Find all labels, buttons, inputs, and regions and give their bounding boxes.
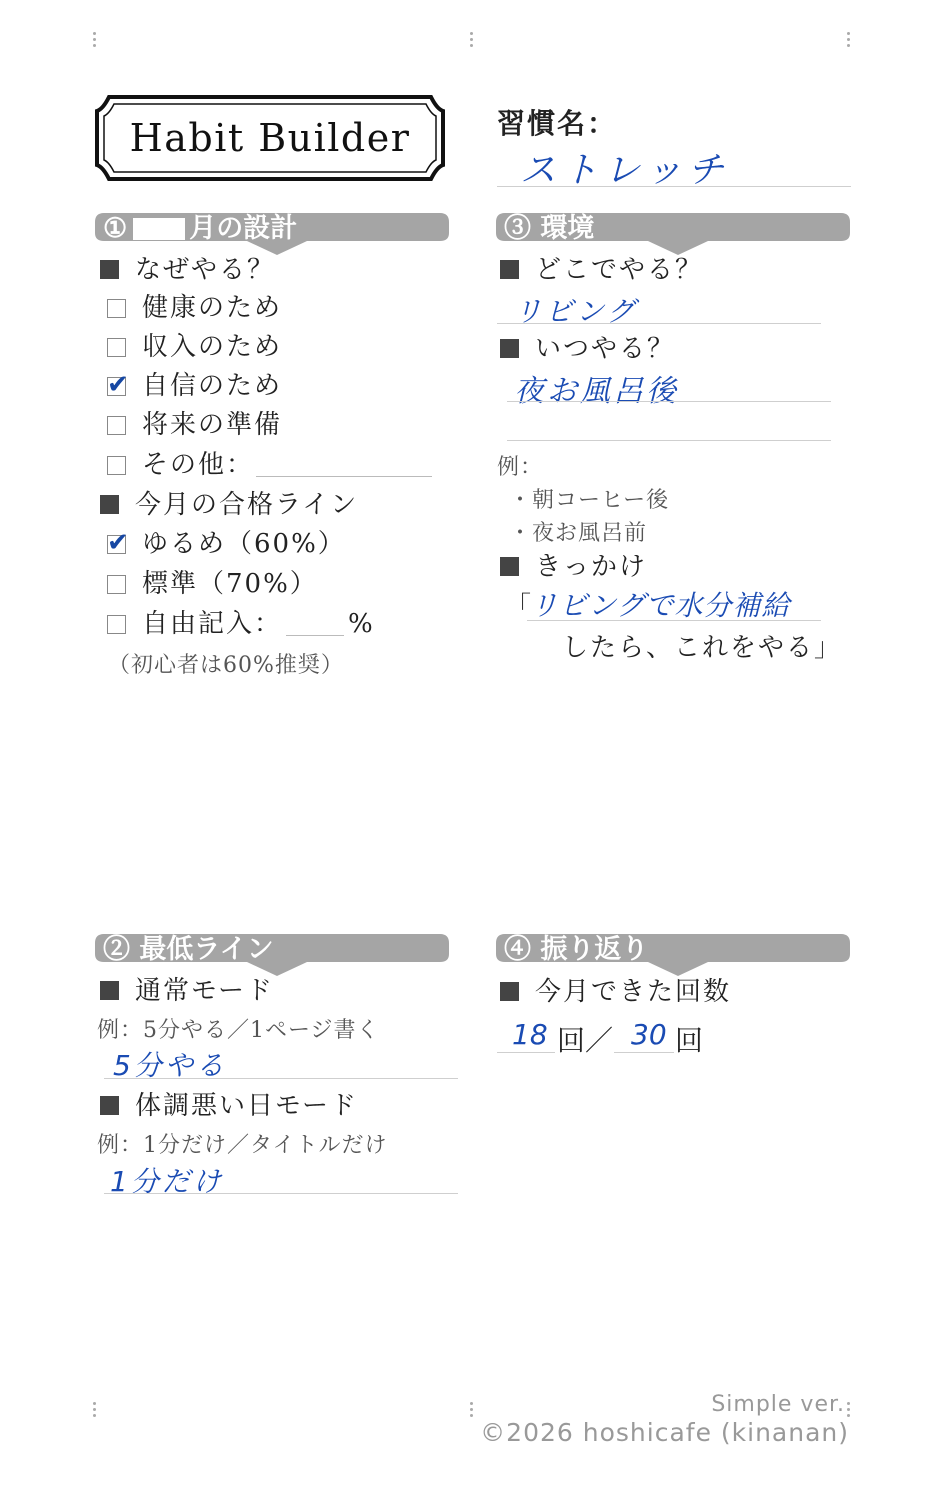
square-bullet-icon <box>500 339 519 358</box>
section1-title: 月の設計 <box>189 213 298 244</box>
square-bullet-icon <box>500 982 519 1001</box>
version-label: Simple ver. <box>711 1392 845 1417</box>
trigger-underline <box>527 620 821 621</box>
total-count[interactable]: 30 <box>631 1018 667 1051</box>
section1-number: ① <box>103 213 128 244</box>
square-bullet-icon <box>100 1096 119 1115</box>
why-option[interactable]: 健康のため <box>107 292 282 324</box>
normal-mode-underline <box>104 1078 458 1079</box>
pass-option-custom[interactable]: 自由記入： % <box>107 607 375 640</box>
square-bullet-icon <box>100 495 119 514</box>
why-option[interactable]: 将来の準備 <box>107 409 282 441</box>
other-reason-field[interactable] <box>256 448 432 477</box>
copyright-label: ©2026 hoshicafe (kinanan) <box>480 1418 849 1447</box>
checkbox-icon[interactable] <box>107 416 126 435</box>
checkbox-icon[interactable] <box>107 338 126 357</box>
bad-day-example: 例：1分だけ／タイトルだけ <box>97 1133 388 1158</box>
checkbox-icon[interactable] <box>107 299 126 318</box>
why-heading: なぜやる？ <box>100 254 275 286</box>
bad-day-underline <box>104 1193 458 1194</box>
when-heading: いつやる？ <box>500 333 675 365</box>
count-unit-and-separator: 回／ <box>557 1024 614 1057</box>
count-heading: 今月できた回数 <box>500 976 731 1008</box>
when-underline-2 <box>507 440 831 441</box>
habit-name-value[interactable]: ストレッチ <box>520 150 730 191</box>
trigger-open-bracket: 「 <box>505 592 532 622</box>
checkbox-icon[interactable] <box>107 575 126 594</box>
section4-banner <box>496 934 850 978</box>
trigger-suffix: したら、これをやる」 <box>562 633 843 663</box>
why-option[interactable]: 収入のため <box>107 331 282 363</box>
checkbox-icon[interactable] <box>107 456 126 475</box>
example-item: ・夜お風呂前 <box>509 521 648 546</box>
section3-title: ③ 環境 <box>504 213 595 244</box>
when-value[interactable]: 夜お風呂後 <box>514 374 679 409</box>
where-underline <box>497 323 821 324</box>
section4-title: ④ 振り返り <box>504 934 649 965</box>
total-count-underline <box>614 1052 674 1053</box>
hole-marker <box>93 32 97 50</box>
checkbox-checked-icon[interactable] <box>107 535 126 554</box>
done-count-underline <box>497 1052 555 1053</box>
bad-day-value[interactable]: 1分だけ <box>110 1165 224 1198</box>
pass-heading: 今月の合格ライン <box>100 489 358 521</box>
normal-mode-example: 例：5分やる／1ページ書く <box>97 1018 380 1043</box>
pass-option[interactable]: 標準（70%） <box>107 568 318 600</box>
hole-marker <box>847 32 851 50</box>
section1-banner <box>95 213 449 257</box>
checkbox-icon[interactable] <box>107 615 126 634</box>
section3-banner <box>496 213 850 257</box>
section2-banner <box>95 934 449 978</box>
habit-name-label: 習慣名： <box>497 107 618 140</box>
pass-option[interactable]: ✔ゆるめ（60%） <box>107 528 346 560</box>
where-value[interactable]: リビング <box>514 295 638 328</box>
example-item: ・朝コーヒー後 <box>509 488 670 513</box>
normal-mode-heading: 通常モード <box>100 975 274 1007</box>
trigger-value[interactable]: リビングで水分補給 <box>530 589 791 622</box>
logo-title: Habit Builder <box>129 116 411 160</box>
bad-day-heading: 体調悪い日モード <box>100 1090 358 1122</box>
when-underline <box>507 401 831 402</box>
custom-percent-field[interactable] <box>286 607 344 636</box>
hole-marker <box>93 1402 97 1420</box>
logo <box>95 95 445 181</box>
why-option[interactable]: ✔自信のため <box>107 370 282 402</box>
why-option-other[interactable]: その他： <box>107 448 432 481</box>
total-count-unit: 回 <box>675 1024 704 1057</box>
square-bullet-icon <box>100 260 119 279</box>
done-count[interactable]: 18 <box>512 1018 548 1051</box>
hole-marker <box>470 1402 474 1420</box>
trigger-heading: きっかけ <box>500 551 647 583</box>
hole-marker <box>470 32 474 50</box>
example-label: 例： <box>497 455 544 480</box>
where-heading: どこでやる？ <box>500 254 703 286</box>
month-blank[interactable] <box>133 218 185 240</box>
square-bullet-icon <box>100 981 119 1000</box>
square-bullet-icon <box>500 557 519 576</box>
pass-note: （初心者は60%推奨） <box>108 653 344 678</box>
normal-mode-value[interactable]: 5分やる <box>113 1049 227 1082</box>
checkbox-checked-icon[interactable] <box>107 377 126 396</box>
square-bullet-icon <box>500 260 519 279</box>
habit-name-underline <box>497 186 851 187</box>
section2-title: ② 最低ライン <box>103 934 274 965</box>
